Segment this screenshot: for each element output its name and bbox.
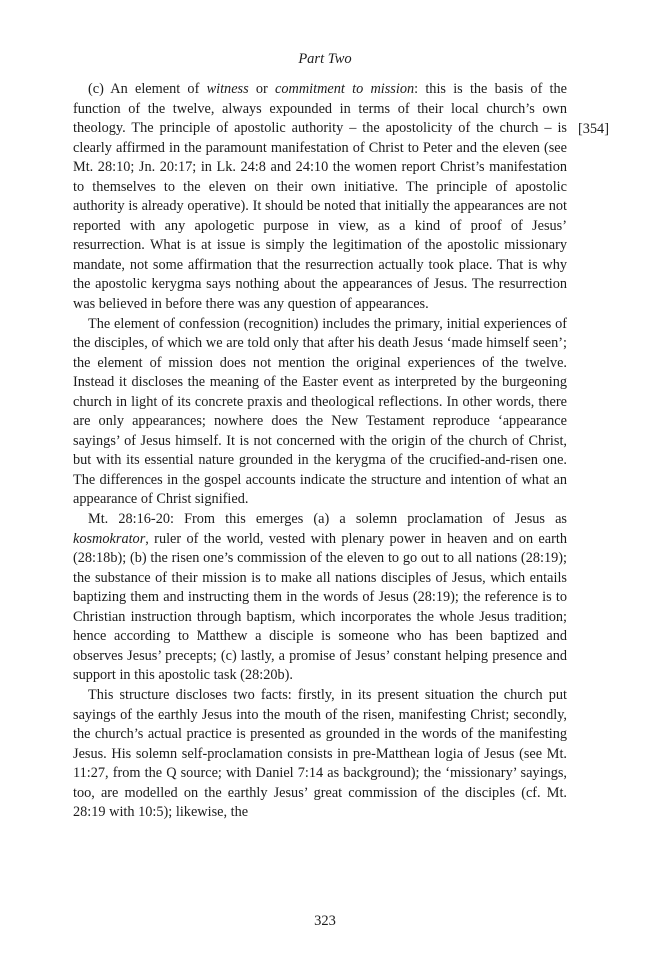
p1-text-c: or [248,81,276,97]
paragraph-3 [73,510,567,686]
p1-italic-commitment: commitment to mission [275,81,415,97]
paragraph-2: The element of confession (recognition) includes the primary, initial experiences of the disciples, of which we are told only that after his death Jesus ‘made himself seen’; the element of mission does not mention the original experiences of the twelve. Instead it discloses the meaning of the Easter event as interpreted by the burgeoning church in light of its concrete praxis and theological reflections. In other words, there are only appearances; nowhere does the New Testament reproduce ‘appearance sayings’ of Jesus himself. It is not concerned with the origin of the church of Christ, but with its essential nature grounded in the kerygma of the crucified-and-risen one. The differences in the gospel accounts indicate the structure and intention of what an appearance of Christ signified. [73,315,567,508]
running-head: Part Two [298,51,352,67]
p1-italic-witness: witness [206,81,249,97]
p1-text-a: (c) An element of [88,81,207,97]
p3-text-c: , ruler of the world, vested with plenary power in heaven and on earth (28:18b); (b) the risen one’s commission of the eleven to go out to all nations (28:19); the substance of their mission is to make all nations disciples of Jesus, which entails baptizing them and instructing them in the words of Jesus (28:19); the reference is to Christian instruction through baptism, which incorporates the whole Jesus tradition; hence according to Matthew a disciple is someone who has been baptized and observes Jesus’ precepts; (c) lastly, a promise of Jesus’ constant helping presence and support in this apostolic task (28:20b). [73,530,567,684]
p3-text-a: Mt. 28:16-20: From this emerges (a) a solemn proclamation of Jesus as [88,511,567,528]
page-number: 323 [314,913,336,929]
p3-italic-kosmokrator: kosmokrator [73,530,146,547]
margin-reference-number: [354] [578,121,609,137]
p1-text-e: : this is the basis of the function of the twelve, always expounded in terms of their local church’s own theology. The principle of apostolic authority – the apostolicity of the church – is clearly affirmed in the paramount manifestation of Christ to Peter and the eleven (see Mt. 28:10; Jn. 20:17; in Lk. 24:8 and 24:10 the women report Christ’s manifestation to themselves to the eleven on their own initiative. The principle of apostolic authority is already operative). It should be noted that initially the appearances are not reported with any apologetic purpose in view, as a kind of proof of Jesus’ resurrection. What is at issue is simply the legitimation of the apostolic missionary mandate, not some affirmation that the resurrection actually took place. That is why the apostolic kerygma says nothing about the appearances of Jesus. The resurrection was believed in before there was any question of appearances. [73,81,568,313]
paragraph-4: This structure discloses two facts: firstly, in its present situation the church put sayings of the earthly Jesus into the mouth of the risen, manifesting Christ; secondly, the church’s actual practice is presented as grounded in the words of the manifesting Jesus. His solemn self-proclamation consists in pre-Matthean logia of Jesus (see Mt. 11:27, from the Q source; with Daniel 7:14 as background); the ‘missionary’ sayings, too, are modelled on the earthly Jesus’ great commission of the disciples (cf. Mt. 28:19 with 10:5); likewise, the [73,686,567,821]
paragraph-1 [73,80,567,315]
body-text [73,80,567,823]
